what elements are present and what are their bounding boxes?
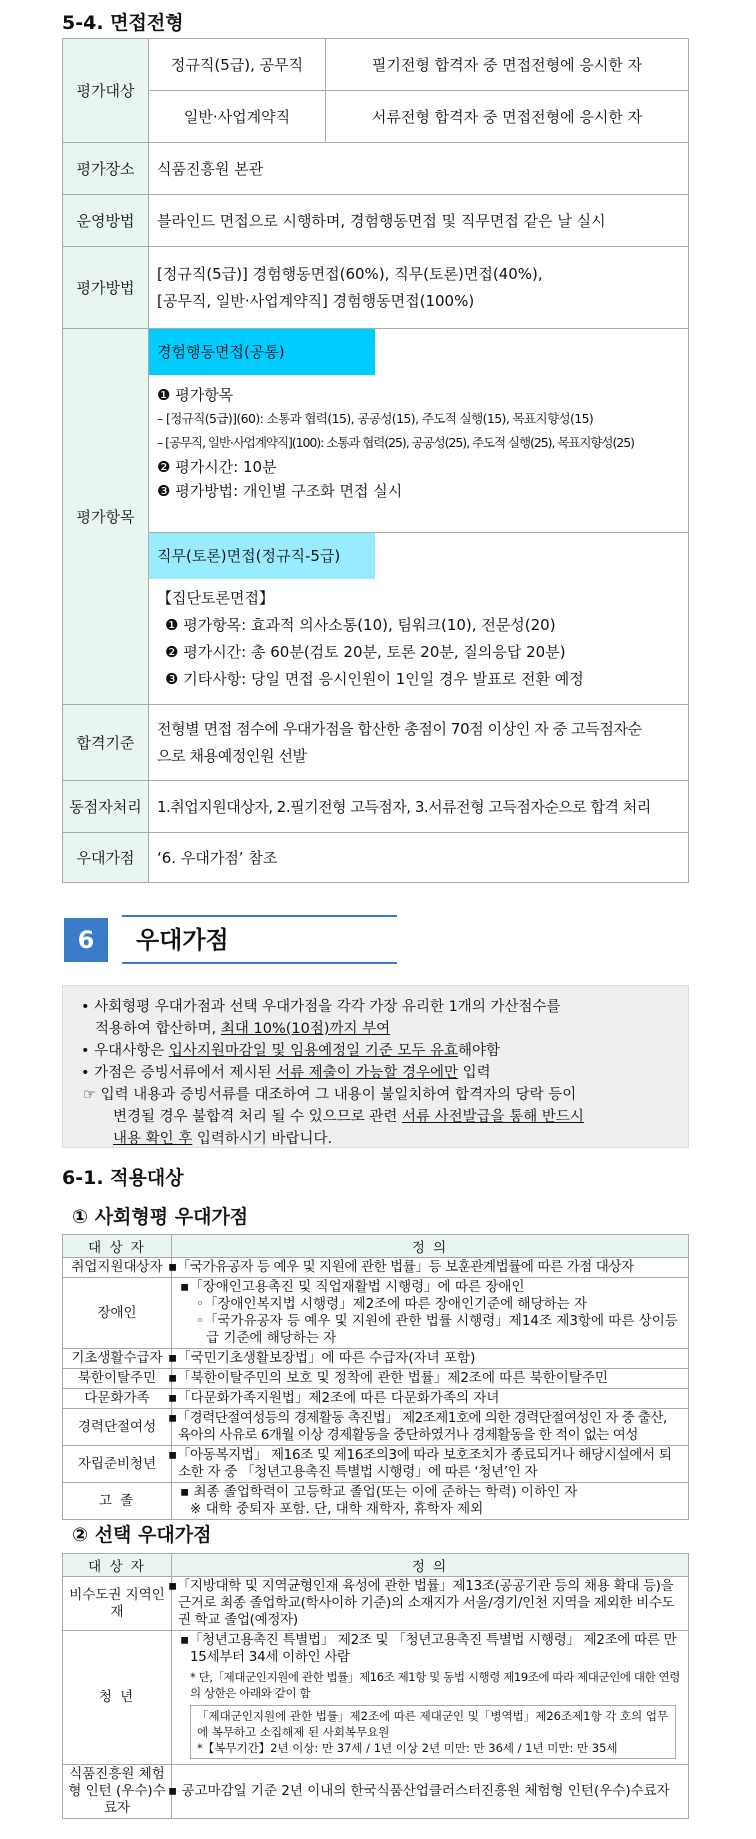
optional-r2-box-2: *【복무기간】2년 이상: 만 37세 / 1년 이상 2년 미만: 만 36세 / 1년 미만: 만 35세	[197, 1741, 618, 1755]
social-r8-def-2: ※ 대학 중퇴자 포함. 단, 대학 재학자, 휴학자 제외	[190, 1501, 484, 1517]
interview-table	[62, 38, 689, 883]
job-item-2: ❷ 평가시간: 총 60분(검토 20분, 토론 20분, 질의응답 20분)	[165, 643, 566, 661]
target-b-type: 일반·사업계약직	[149, 91, 326, 143]
pass-line-2: 으로 채용예정인원 선발	[157, 746, 307, 765]
social-r6-label: 경력단절여성	[63, 1409, 172, 1446]
notice-2-emph: 입사지원마감일 및 임용예정일 기준 모두 유효	[168, 1043, 458, 1059]
notice-1	[75, 996, 676, 1040]
notice-2	[75, 1040, 676, 1062]
social-r3-def: ▪「국민기초생활보장법」에 따른 수급자(자녀 포함)	[172, 1349, 689, 1369]
bonus-notice-box	[62, 985, 689, 1148]
notice-4-line-1: ☞ 입력 내용과 증빙서류를 대조하여 그 내용이 불일치하여 합격자의 당락 등이	[83, 1087, 577, 1103]
place-value: 식품진흥원 본관	[149, 143, 689, 195]
social-r1-def: ▪「국가유공자 등 예우 및 지원에 관한 법률」등 보훈관계법률에 따른 가점 대상자	[172, 1258, 689, 1278]
social-r4-label: 북한이탈주민	[63, 1369, 172, 1389]
optional-r2-def-1: ▪「청년고용촉진 특별법」 제2조 및 「청년고용촉진 특별법 시행령」 제2조에 따른 만15세부터 34세 이하인 사람	[180, 1632, 677, 1665]
job-interview-header: 직무(토론)면접(정규직-5급)	[149, 533, 375, 579]
label-tie: 동점자처리	[63, 781, 149, 833]
bonus-value: ‘6. 우대가점’ 참조	[149, 833, 689, 883]
optional-r3-label: 식품진흥원 체험형 인턴 (우수)수료자	[63, 1765, 172, 1819]
job-sub: 【집단토론면접】	[157, 589, 274, 607]
notice-1-text-2: 적용하여 합산하며,	[95, 1021, 221, 1037]
social-r2-label: 장애인	[63, 1278, 172, 1349]
social-r8-label: 고 졸	[63, 1483, 172, 1520]
social-r5-def: ▪「다문화가족지원법」제2조에 따른 다문화가족의 자녀	[172, 1389, 689, 1409]
label-bonus: 우대가점	[63, 833, 149, 883]
social-r6-def: ▪「경력단절여성등의 경제활동 촉진법」 제2조제1호에 의한 경력단절여성인 자 중 출산, 육아의 사유로 6개월 이상 경제활동을 중단하였거나 경제활동을 한 적이 없는 여성	[172, 1409, 689, 1446]
section-number: 6	[64, 918, 108, 962]
social-r1-label: 취업지원대상자	[63, 1258, 172, 1278]
notice-2-pre: • 우대사항은	[81, 1043, 169, 1059]
social-r4-def: ▪「북한이탈주민의 보호 및 정착에 관한 법률」제2조에 따른 북한이탈주민	[172, 1369, 689, 1389]
notice-3-pre: • 가점은 증빙서류에서 제시된	[81, 1065, 277, 1081]
exp-item-1: ❶ 평가항목	[157, 386, 234, 404]
optional-r2-note-box	[190, 1705, 676, 1759]
pass-line-1: 전형별 면접 점수에 우대가점을 합산한 총점이 70점 이상인 자 중 고득점자순	[157, 719, 642, 738]
optional-r3-def: ▪ 공고마감일 기준 2년 이내의 한국식품산업클러스터진흥원 체험형 인턴(우수)수료자	[172, 1765, 689, 1819]
target-b-desc: 서류전형 합격자 중 면접전형에 응시한 자	[326, 91, 689, 143]
col-target-2: 대 상 자	[63, 1554, 172, 1577]
notice-4-line-3: 입력하시기 바랍니다.	[192, 1131, 333, 1147]
social-r8-def-1: ▪ 최종 졸업학력이 고등학교 졸업(또는 이에 준하는 학력) 이하인 자	[180, 1484, 578, 1500]
social-r2-def-3: ◦「국가유공자 등 예우 및 지원에 관한 법률 시행령」제14조 제3항에 따른 상이등급 기준에 해당하는 자	[196, 1313, 678, 1346]
exp-item-1b: – [공무직, 일반·사업계약직](100): 소통과 협력(25), 공공성(25), 주도적 실행(25), 목표지향성(25)	[157, 435, 634, 450]
section-title-bonus: 우대가점	[136, 926, 229, 954]
subsection-title-targets: 6-1. 적용대상	[62, 1167, 184, 1189]
col-target: 대 상 자	[63, 1235, 172, 1258]
notice-3-post: 입력	[458, 1065, 491, 1081]
notice-3	[75, 1062, 676, 1084]
social-r7-def: ▪「아동복지법」 제16조 및 제16조의3에 따라 보호조치가 종료되거나 해당시설에서 퇴소한 자 중 「청년고용촉진 특별법 시행령」에 따른 ‘청년’인 자	[172, 1446, 689, 1483]
social-r7-label: 자립준비청년	[63, 1446, 172, 1483]
notice-4-emph-2: 내용 확인 후	[113, 1131, 193, 1147]
optional-bonus-title: ② 선택 우대가점	[72, 1524, 212, 1546]
optional-r2-note: * 단,「제대군인지원에 관한 법률」제16조 제1항 및 동법 시행령 제19조에 따라 제대군인에 대한 연령의 상한은 아래와 같이 함	[190, 1670, 680, 1700]
optional-r2-label: 청 년	[63, 1631, 172, 1765]
section-title-interview: 5-4. 면접전형	[62, 12, 184, 34]
notice-2-post: 해야함	[458, 1043, 501, 1059]
notice-4-line-2: 변경될 경우 불합격 처리 될 수 있으므로 관련	[113, 1109, 402, 1125]
social-r5-label: 다문화가족	[63, 1389, 172, 1409]
social-r2-def-1: ▪「장애인고용촉진 및 직업재활법 시행령」에 따른 장애인	[180, 1279, 525, 1295]
social-r2-def-2: ◦「장애인복지법 시행령」제2조에 따른 장애인기준에 해당하는 자	[196, 1296, 588, 1312]
social-bonus-title: ① 사회형평 우대가점	[72, 1206, 249, 1228]
notice-4-emph-1: 서류 사전발급을 통해 반드시	[402, 1109, 584, 1125]
col-def: 정 의	[172, 1235, 689, 1258]
eval-line-1: [정규직(5급)] 경험행동면접(60%), 직무(토론)면접(40%),	[157, 264, 543, 283]
label-method: 운영방법	[63, 195, 149, 247]
label-items: 평가항목	[63, 329, 149, 705]
eval-line-2: [공무직, 일반·사업계약직] 경험행동면접(100%)	[157, 291, 475, 310]
optional-r1-label: 비수도권 지역인재	[63, 1577, 172, 1631]
label-eval: 평가방법	[63, 247, 149, 329]
label-place: 평가장소	[63, 143, 149, 195]
optional-r2-box-1: 「제대군인지원에 관한 법률」제2조에 따른 제대군인 및「병역법」제26조제1항 각 호의 업무에 복무하고 소집해제 된 사회복무요원	[197, 1709, 669, 1739]
social-bonus-table	[62, 1234, 689, 1520]
label-target: 평가대상	[63, 39, 149, 143]
optional-bonus-table	[62, 1553, 689, 1819]
notice-3-emph: 서류 제출이 가능할 경우에만	[276, 1065, 458, 1081]
exp-item-1a: – [정규직(5급)](60): 소통과 협력(15), 공공성(15), 주도적 실행(15), 목표지향성(15)	[157, 411, 594, 426]
title-rule-bottom	[122, 962, 397, 964]
optional-r1-def: ▪「지방대학 및 지역균형인재 육성에 관한 법률」제13조(공공기관 등의 채용 확대 등)을 근거로 최종 졸업학교(학사이하 기준)의 소재지가 서울/경기/인천 지역을 제외한 비수도권 학교 졸업(예정자)	[172, 1577, 689, 1631]
target-a-type: 정규직(5급), 공무직	[149, 39, 326, 91]
notice-4	[75, 1084, 676, 1150]
label-pass: 합격기준	[63, 705, 149, 781]
social-r3-label: 기초생활수급자	[63, 1349, 172, 1369]
method-value: 블라인드 면접으로 시행하며, 경험행동면접 및 직무면접 같은 날 실시	[149, 195, 689, 247]
notice-1-text: • 사회형평 우대가점과 선택 우대가점을 각각 가장 유리한 1개의 가산점수를	[81, 999, 561, 1015]
exp-interview-header: 경험행동면접(공통)	[149, 329, 375, 375]
exp-item-2: ❷ 평가시간: 10분	[157, 458, 277, 476]
title-rule-top	[122, 915, 397, 917]
job-item-1: ❶ 평가항목: 효과적 의사소통(10), 팀워크(10), 전문성(20)	[165, 616, 556, 634]
target-a-desc: 필기전형 합격자 중 면접전형에 응시한 자	[326, 39, 689, 91]
notice-1-emph: 최대 10%(10점)까지 부여	[220, 1021, 391, 1037]
job-item-3: ❸ 기타사항: 당일 면접 응시인원이 1인일 경우 발표로 전환 예정	[165, 670, 584, 688]
col-def-2: 정 의	[172, 1554, 689, 1577]
exp-item-3: ❸ 평가방법: 개인별 구조화 면접 실시	[157, 482, 403, 500]
tie-value: 1.취업지원대상자, 2.필기전형 고득점자, 3.서류전형 고득점자순으로 합격 처리	[149, 781, 689, 833]
